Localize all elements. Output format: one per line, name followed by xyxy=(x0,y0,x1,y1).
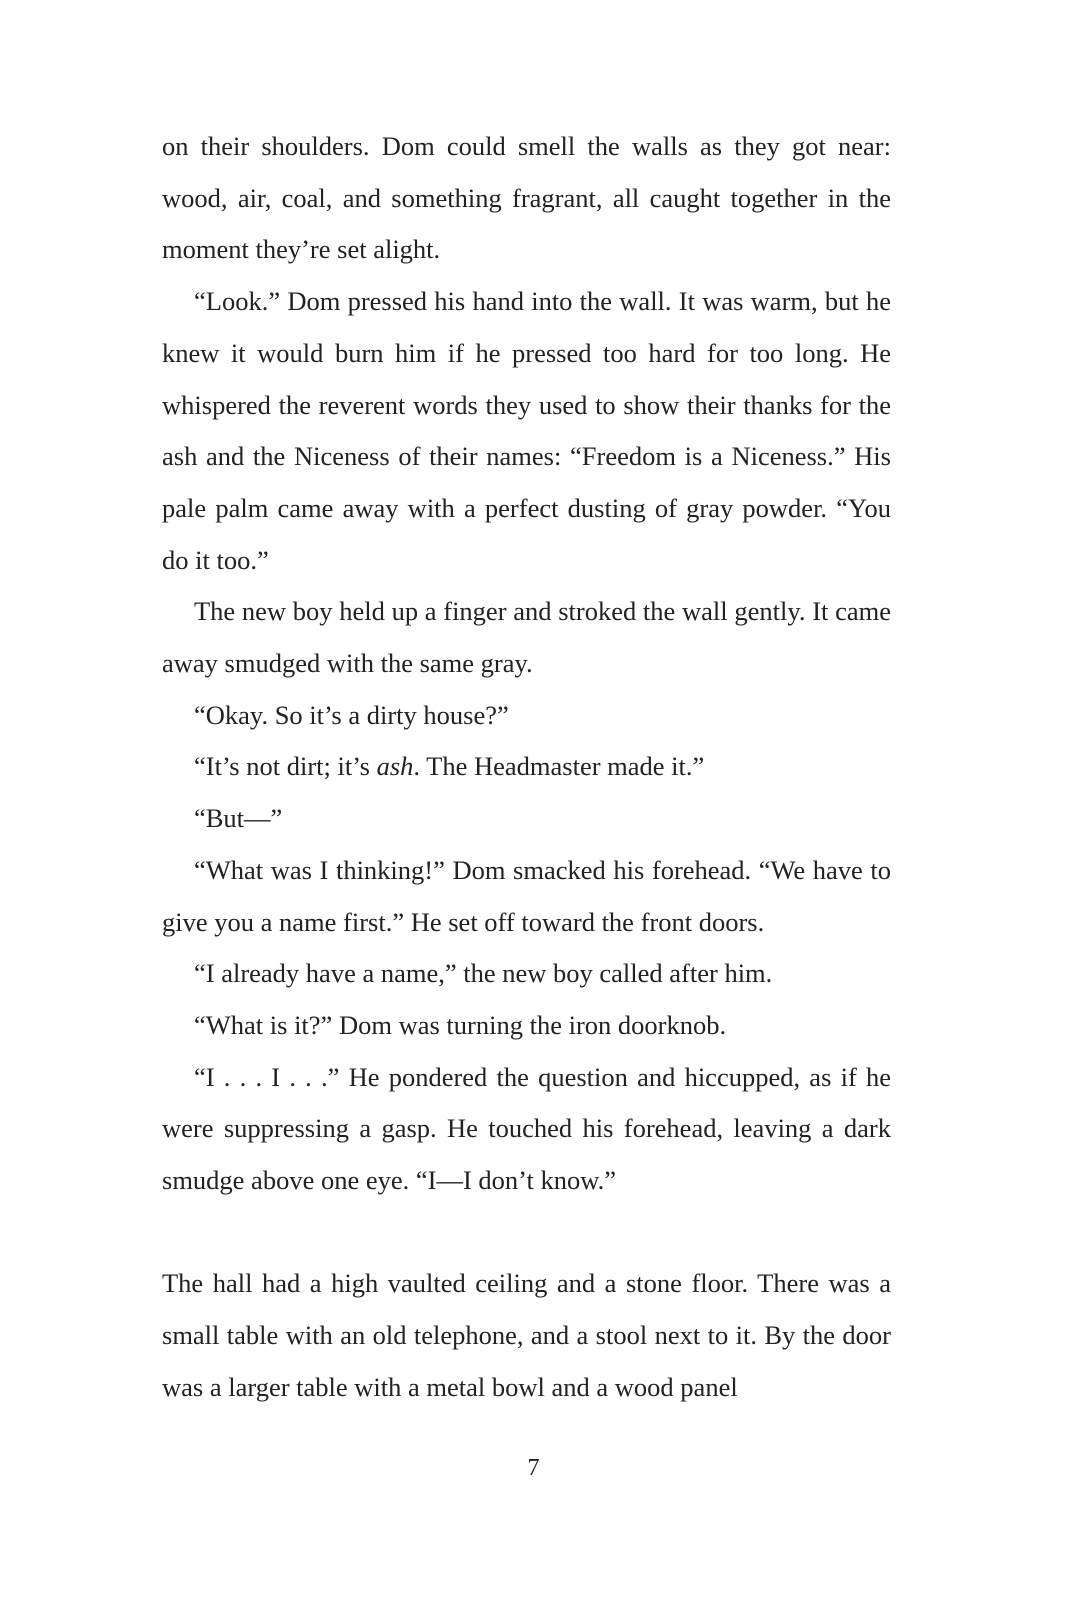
text-run: “It’s not dirt; it’s xyxy=(194,751,377,782)
text-run: “Look.” Dom pressed his hand into the wall. It was warm, but he knew it would burn him if he pressed too hard for too long. He whispered the reverent words they used to show their thanks for the ash and the Niceness of their names: “Freedom is a Niceness.” His pale palm came away with a perfect dusting of gray powder. “You do it too.” xyxy=(162,286,891,575)
paragraph xyxy=(162,690,891,742)
paragraph xyxy=(162,276,891,586)
paragraph xyxy=(162,1258,891,1413)
paragraph xyxy=(162,948,891,1000)
section-break xyxy=(162,1207,891,1259)
paragraph xyxy=(162,793,891,845)
text-run: The new boy held up a finger and stroked the wall gently. It came away smudged with the same gray. xyxy=(162,596,891,679)
paragraph xyxy=(162,741,891,793)
italic-text: ash xyxy=(376,751,414,782)
text-run: . The Headmaster made it.” xyxy=(413,751,705,782)
text-run: “But—” xyxy=(194,803,283,834)
paragraph xyxy=(162,845,891,948)
text-run: The hall had a high vaulted ceiling and a stone floor. There was a small table with an old telephone, and a stool next to it. By the door was a larger table with a metal bowl and a wood panel xyxy=(162,1268,891,1402)
paragraph xyxy=(162,1052,891,1207)
body-text xyxy=(162,121,891,1414)
text-run: on their shoulders. Dom could smell the walls as they got near: wood, air, coal, and something fragrant, all caught together in the moment they’re set alight. xyxy=(162,131,891,265)
paragraph xyxy=(162,1000,891,1052)
text-run: “I already have a name,” the new boy called after him. xyxy=(194,958,773,989)
text-run: “What is it?” Dom was turning the iron doorknob. xyxy=(194,1009,727,1040)
paragraph xyxy=(162,586,891,689)
text-run: “I . . . I . . .” He pondered the question and hiccupped, as if he were suppressing a gasp. He touched his forehead, leaving a dark smudge above one eye. “I—I don’t know.” xyxy=(162,1061,891,1196)
page-number: 7 xyxy=(527,1455,540,1481)
text-run: “Okay. So it’s a dirty house?” xyxy=(194,699,509,730)
paragraph xyxy=(162,121,891,276)
text-run: “What was I thinking!” Dom smacked his forehead. “We have to give you a name first.” He set off toward the front doors. xyxy=(162,854,891,937)
